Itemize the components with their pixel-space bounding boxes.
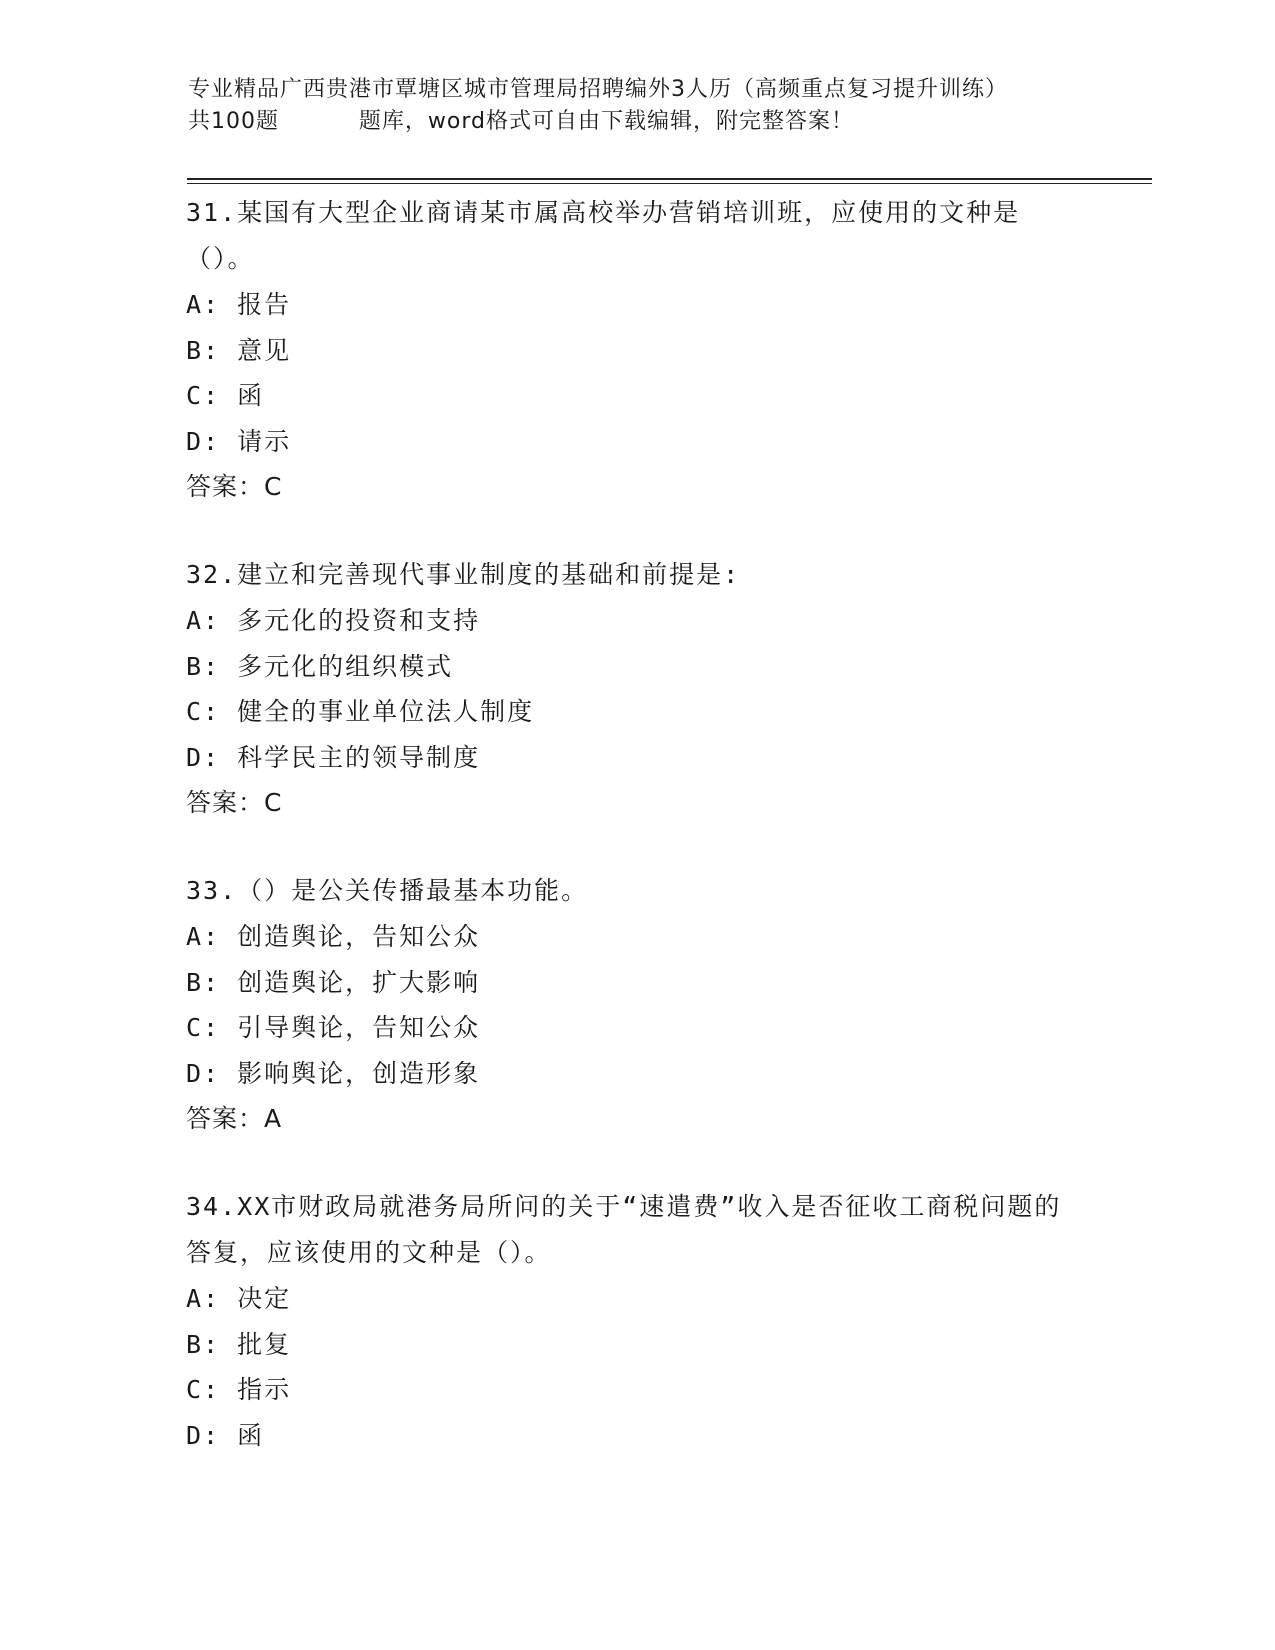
option-c: C: 函 [186,381,265,410]
option-b: B: 意见 [186,335,292,365]
header-divider-thin [187,183,1152,184]
option-d: D: 影响舆论，创造形象 [186,1058,481,1088]
question-stem: 33.（）是公关传播最基本功能。 [186,876,589,905]
question-31 [186,190,1086,510]
answer-line: 答案：A [186,1104,283,1133]
header-title-line1: 专业精品广西贵港市覃塘区城市管理局招聘编外3人历（高频重点复习提升训练） [188,77,1008,102]
option-d: D: 科学民主的领导制度 [186,742,481,772]
header-divider-thick [187,178,1152,180]
option-b: B: 创造舆论，扩大影响 [186,967,481,997]
question-stem: 31.某国有大型企业商请某市属高校举办营销培训班，应使用的文种是（）。 [186,198,1021,273]
option-d: D: 函 [186,1420,265,1450]
option-d: D: 请示 [186,426,292,456]
option-c: C: 引导舆论，告知公众 [186,1013,481,1042]
answer-line: 答案：C [186,788,283,817]
option-b: B: 批复 [186,1329,292,1359]
option-a: A: 多元化的投资和支持 [186,606,481,635]
option-c: C: 健全的事业单位法人制度 [186,697,535,726]
option-a: A: 报告 [186,290,292,319]
header-title-line2: 共100题 题库，word格式可自由下载编辑，附完整答案！ [188,109,855,134]
question-33 [186,868,1086,1142]
question-stem: 34.XX市财政局就港务局所问的关于“速遣费”收入是否征收工商税问题的答复，应该使用的文种是（）。 [186,1192,1062,1267]
option-c: C: 指示 [186,1375,292,1404]
question-stem: 32.建立和完善现代事业制度的基础和前提是: [186,560,741,589]
answer-line: 答案：C [186,472,283,501]
question-32 [186,552,1086,826]
question-34 [186,1184,1086,1458]
question-list [186,190,1086,1500]
document-header [188,74,1088,138]
option-a: A: 创造舆论，告知公众 [186,922,481,951]
option-a: A: 决定 [186,1284,292,1313]
option-b: B: 多元化的组织模式 [186,651,454,681]
